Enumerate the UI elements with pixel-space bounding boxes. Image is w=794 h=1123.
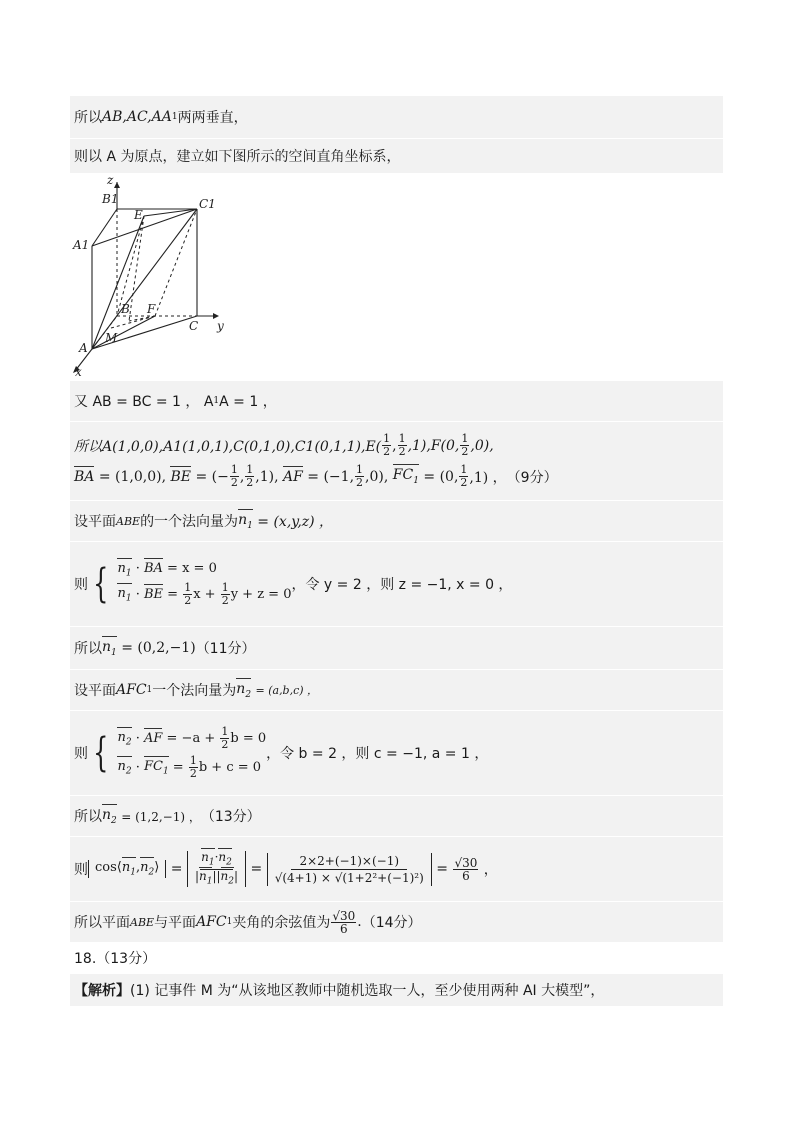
plane-name: ABE — [116, 514, 141, 528]
score: （14分） — [361, 915, 422, 931]
label-b: B — [121, 302, 130, 316]
line-event-definition — [70, 974, 723, 1007]
label-e: E — [134, 208, 143, 222]
text: 所以 — [74, 110, 102, 126]
text: 设平面 — [74, 683, 116, 699]
text: 一个法向量为 — [152, 683, 237, 699]
text: 则 — [74, 746, 88, 762]
text: A = 1 ， — [219, 394, 277, 410]
text: (1) 记事件 M 为“从该地区教师中随机选取一人，至少使用两种 AI 大模型”， — [130, 983, 605, 999]
text: 所以 — [74, 641, 102, 657]
text: 所以A(1,0,0),A1(1,0,1),C(0,1,0),C1(0,1,1),E( — [74, 438, 382, 455]
label-z: z — [107, 176, 114, 187]
label-a1: A1 — [73, 238, 90, 252]
coords-points: 所以A(1,0,0),A1(1,0,1),C(0,1,0),C1(0,1,1),E( $\frac{1}{2}$ , $\frac{1}{2}$ ,1),F(0, $\frac{1}{2}$ ,0), — [74, 432, 494, 458]
analysis-tag: 【解析】 — [74, 983, 130, 999]
figure-row — [70, 174, 723, 381]
line-normal2-system — [70, 711, 723, 796]
text: 则以 A 为原点，建立如下图所示的空间直角坐标系， — [74, 149, 401, 165]
text: . — [357, 914, 362, 930]
line-cosine: 则 $\cos⟨n_1,n_2⟩$ = $\frac{n_1\cdot n_2}{|n_1||n_2|}$ = $\frac{2\times 2+(-1)\times(-1)}{\text{√(4+1) × √(1+2²+(−1)²)}}$ = $\frac{√30}{6}$ ， — [70, 837, 723, 902]
text: 又 AB = BC = 1 ， A — [74, 394, 214, 410]
plane-name: AFC — [196, 914, 227, 930]
plane-name: AFC — [116, 682, 147, 698]
equation-system: { $n_1$ · BA = x = 0 $n_1$ · BE = $\frac{1}{2}$ x + $\frac{1}{2}$ y + z = 0 — [93, 560, 292, 608]
label-a: A — [79, 341, 88, 355]
line-normal2-def: 设平面 AFC 1 一个法向量为 $n_2$ = (a,b,c) ， — [70, 670, 723, 711]
label-c1: C1 — [199, 197, 216, 211]
text: = (a,b,c) ， — [255, 684, 319, 697]
text: = (0,2,−1) — [121, 640, 196, 656]
solution-sheet — [70, 96, 723, 1007]
text: = (x,y,z) ， — [257, 514, 334, 530]
text: ，令 b = 2 ，则 c = −1, a = 1 ， — [266, 746, 489, 762]
line-normal1: 所以 $n_1$ = (0,2,−1) （11分） — [70, 627, 723, 670]
text: ,1),F(0, — [407, 437, 460, 454]
text: ，令 y = 2 ，则 z = −1, x = 0 ， — [291, 577, 513, 593]
score: （9分） — [506, 469, 558, 486]
text: 与平面 — [154, 915, 197, 931]
line-normal2: 所以 $n_2$ = (1,2,−1) ， （13分） — [70, 796, 723, 837]
line-origin — [70, 139, 723, 174]
line-perpendicular — [70, 96, 723, 139]
text: = (1,2,−1) ， — [121, 809, 201, 824]
line-normal1-def: 设平面 ABE 的一个法向量为 $n_1$ = (x,y,z) ， — [70, 501, 723, 542]
cube-diagram — [67, 176, 227, 376]
label-x: x — [75, 365, 82, 376]
math: AB,AC,AA — [102, 109, 172, 125]
text: ,0), — [470, 437, 494, 454]
question-18-header — [70, 943, 723, 974]
score: （11分） — [195, 641, 256, 657]
text: 则 — [74, 862, 88, 878]
label-c: C — [189, 319, 199, 333]
plane-name: ABE — [130, 915, 155, 929]
text: 两两垂直， — [177, 110, 248, 126]
line-lengths — [70, 381, 723, 422]
label-f: F — [147, 302, 156, 316]
text: 则 — [74, 577, 88, 593]
label-b1: B1 — [102, 192, 119, 206]
subscript: 1 — [171, 112, 178, 122]
score: （13分） — [200, 809, 261, 825]
question-number: 18.（13分） — [74, 951, 157, 967]
text: 夹角的余弦值为 — [232, 915, 331, 931]
subscript: 1 — [213, 396, 220, 406]
label-y: y — [217, 319, 224, 333]
equation-system: { $n_2$ · AF = −a + $\frac{1}{2}$ b = 0 $n_2$ · $FC_1$ = $\frac{1}{2}$ b + c = 0 — [93, 725, 267, 780]
line-coordinates — [70, 422, 723, 501]
text: 所以 — [74, 809, 102, 825]
coords-vectors: BA = (1,0,0), BE = (− $\frac{1}{2}$ , $\frac{1}{2}$ ,1), AF = (−1, $\frac{1}{2}$ ,0), $FC_1$ = (0, $\frac{1}{2}$ ,1) ， （9分） — [74, 463, 558, 489]
text: 的一个法向量为 — [140, 514, 239, 530]
text: 所以平面 — [74, 915, 130, 931]
line-normal1-system — [70, 542, 723, 627]
label-m: M — [105, 331, 118, 345]
line-conclusion: 所以平面 ABE 与平面 AFC 1 夹角的余弦值为 $\frac{√30}{6}$ . （14分） — [70, 902, 723, 943]
text: 设平面 — [74, 514, 116, 530]
